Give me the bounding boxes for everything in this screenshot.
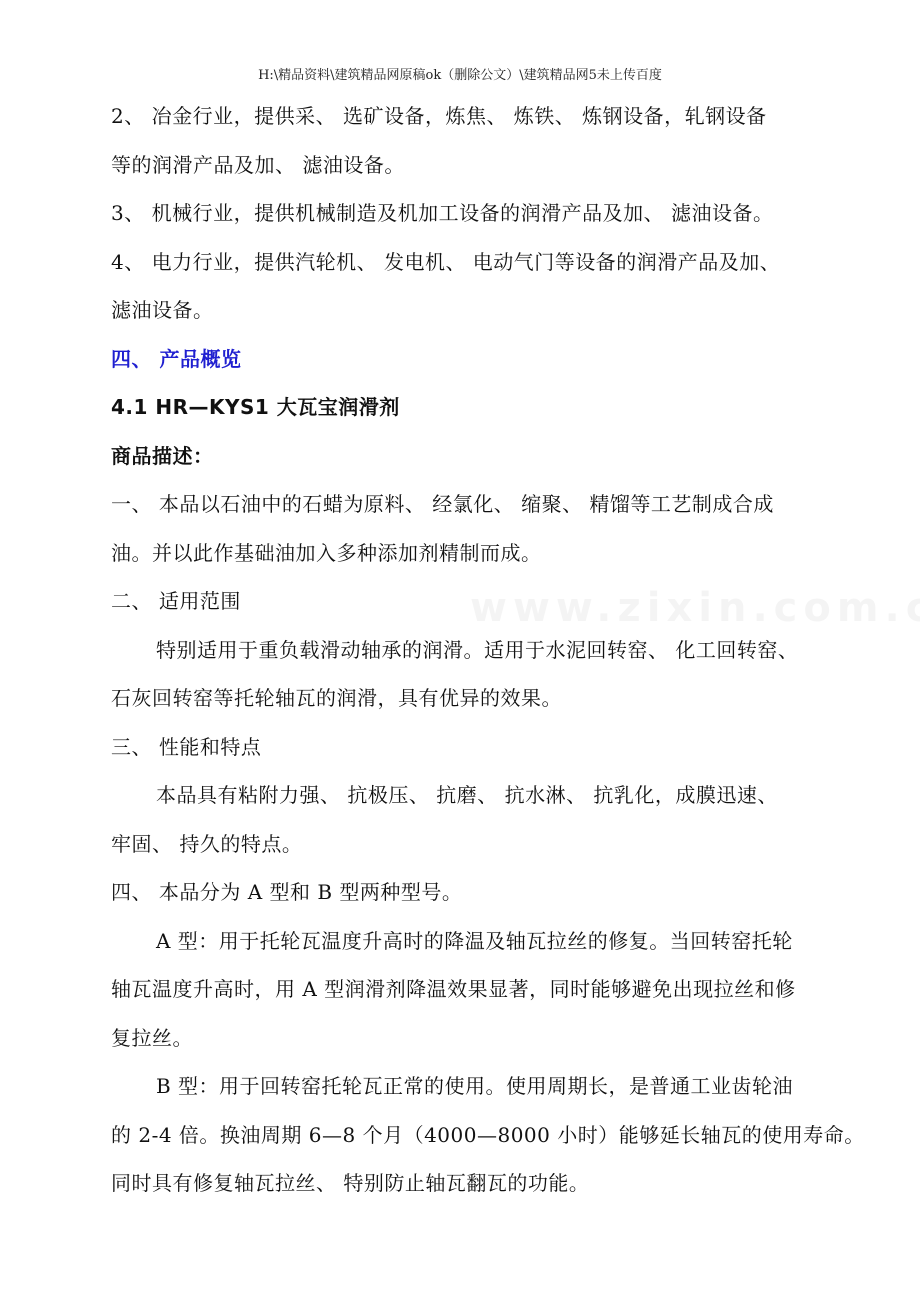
paragraph-line: 轴瓦温度升高时，用 A 型润滑剂降温效果显著，同时能够避免出现拉丝和修 <box>111 977 796 1001</box>
paragraph-line-type-a: A 型：用于托轮瓦温度升高时的降温及轴瓦拉丝的修复。当回转窑托轮 <box>156 928 793 953</box>
paragraph-line-industry-power: 4、 电力行业，提供汽轮机、 发电机、 电动气门等设备的润滑产品及加、 <box>111 249 781 274</box>
paragraph-line-item-1: 一、 本品以石油中的石蜡为原料、 经氯化、 缩聚、 精馏等工艺制成合成 <box>111 492 774 516</box>
paragraph-line-features: 本品具有粘附力强、 抗极压、 抗磨、 抗水淋、 抗乳化，成膜迅速、 <box>156 783 778 807</box>
section-heading-product-overview: 四、 产品概览 <box>111 346 242 371</box>
paragraph-line-industry-metallurgy: 2、 冶金行业，提供采、 选矿设备，炼焦、 炼铁、 炼钢设备，轧钢设备 <box>111 104 767 128</box>
paragraph-line: 的 2-4 倍。换油周期 6—8 个月（4000—8000 小时）能够延长轴瓦的使用寿命。 <box>111 1122 865 1147</box>
paragraph-line-scope: 特别适用于重负载滑动轴承的润滑。适用于水泥回转窑、 化工回转窑、 <box>156 637 799 662</box>
paragraph-line: 石灰回转窑等托轮轴瓦的润滑，具有优异的效果。 <box>111 686 562 710</box>
paragraph-line: 同时具有修复轴瓦拉丝、 特别防止轴瓦翻瓦的功能。 <box>111 1171 590 1195</box>
item-heading-models: 四、 本品分为 A 型和 B 型两种型号。 <box>111 880 463 904</box>
paragraph-line: 滤油设备。 <box>111 298 214 322</box>
paragraph-line-industry-machinery: 3、 机械行业，提供机械制造及机加工设备的润滑产品及加、 滤油设备。 <box>111 201 774 225</box>
product-description-label: 商品描述： <box>111 443 214 468</box>
paragraph-line: 等的润滑产品及加、 滤油设备。 <box>111 152 405 177</box>
document-body <box>111 92 865 1208</box>
subsection-heading-product: 4.1 HR—KYS1 大瓦宝润滑剂 <box>111 395 400 419</box>
item-heading-features: 三、 性能和特点 <box>111 734 262 759</box>
page-header-path: H:\精品资料\建筑精品网原稿ok（删除公文）\建筑精品网5未上传百度 <box>258 68 662 83</box>
paragraph-line: 牢固、 持久的特点。 <box>111 831 303 856</box>
paragraph-line: 复拉丝。 <box>111 1025 193 1050</box>
paragraph-line-type-b: B 型：用于回转窑托轮瓦正常的使用。使用周期长，是普通工业齿轮油 <box>156 1074 794 1098</box>
item-heading-scope: 二、 适用范围 <box>111 589 241 613</box>
paragraph-line: 油。并以此作基础油加入多种添加剂精制而成。 <box>111 540 542 565</box>
